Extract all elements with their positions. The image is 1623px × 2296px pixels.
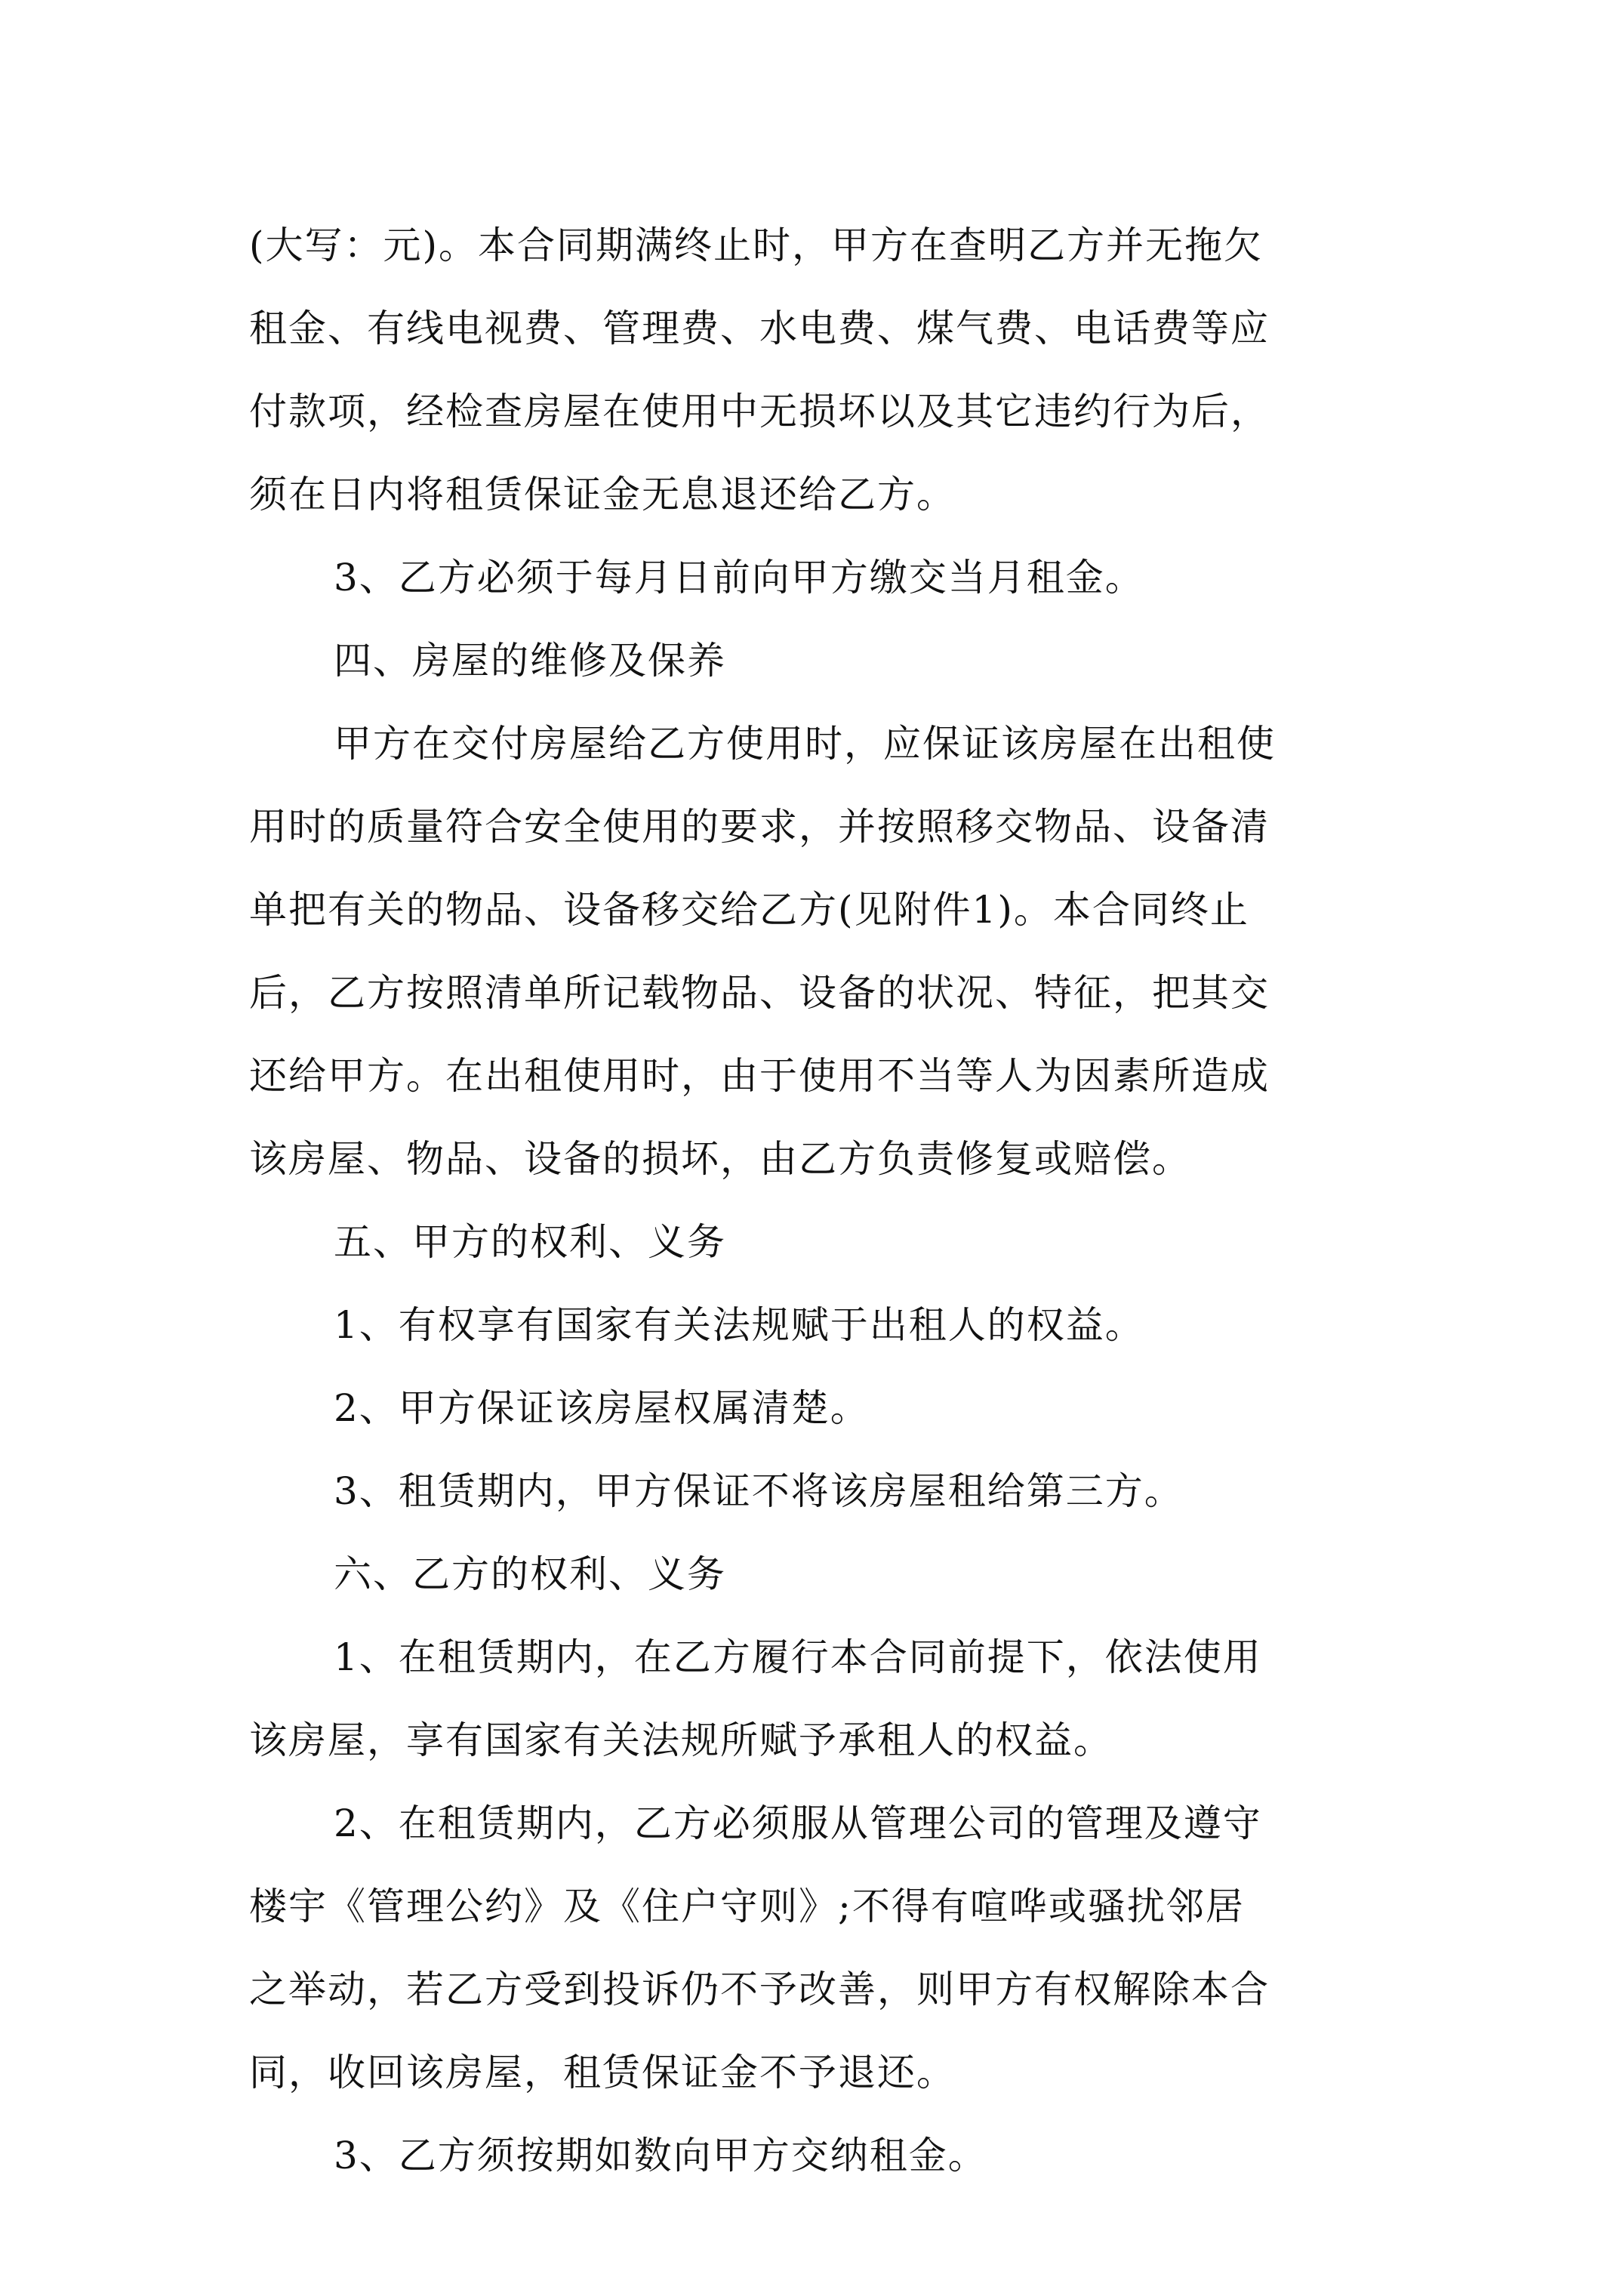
document-body [249,204,1397,2197]
paragraph-lessor-right-3 [249,1450,1397,1533]
text-line: 2、在租赁期内，乙方必须服从管理公司的管理及遵守 [334,1801,1262,1845]
paragraph-maintenance [249,702,1397,1200]
text-line: 用时的质量符合安全使用的要求，并按照移交物品、设备清 [249,805,1270,849]
text-line: 须在日内将租赁保证金无息退还给乙方。 [249,473,956,516]
text-line: 之举动，若乙方受到投诉仍不予改善，则甲方有权解除本合 [249,1968,1270,2011]
text-line: 五、甲方的权利、义务 [334,1220,726,1264]
paragraph-lessee-right-1 [249,1616,1397,1782]
text-line: 1、在租赁期内，在乙方履行本合同前提下，依法使用 [334,1635,1262,1679]
text-line: 3、乙方须按期如数向甲方交纳租金。 [334,2134,987,2177]
text-line: 3、乙方必须于每月日前向甲方缴交当月租金。 [334,556,1144,599]
text-line: 2、甲方保证该房屋权属清楚。 [334,1386,870,1430]
text-line: 该房屋，享有国家有关法规所赋予承租人的权益。 [249,1718,1113,1762]
text-line: 六、乙方的权利、义务 [334,1552,726,1596]
paragraph-lessee-right-2 [249,1782,1397,2114]
text-line: 单把有关的物品、设备移交给乙方(见附件1)。本合同终止 [249,888,1249,932]
section-heading-lessee-rights [249,1533,1397,1616]
text-line: 还给甲方。在出租使用时，由于使用不当等人为因素所造成 [249,1054,1270,1098]
text-line: 四、房屋的维修及保养 [334,639,726,683]
text-line: 同，收回该房屋，租赁保证金不予退还。 [249,2051,956,2094]
section-heading-lessor-rights [249,1200,1397,1284]
text-line: 甲方在交付房屋给乙方使用时，应保证该房屋在出租使 [334,722,1276,766]
paragraph-lessee-right-3 [249,2114,1397,2197]
section-heading-maintenance [249,619,1397,702]
text-line: (大写：元)。本合同期满终止时，甲方在查明乙方并无拖欠 [249,223,1264,267]
text-line: 后，乙方按照清单所记载物品、设备的状况、特征，把其交 [249,971,1270,1015]
paragraph-rent-due [249,536,1397,619]
text-line: 楼宇《管理公约》及《住户守则》;不得有喧哗或骚扰邻居 [249,1885,1245,1928]
text-line: 租金、有线电视费、管理费、水电费、煤气费、电话费等应 [249,307,1270,350]
text-line: 1、有权享有国家有关法规赋于出租人的权益。 [334,1303,1144,1347]
text-line: 3、租赁期内，甲方保证不将该房屋租给第三方。 [334,1469,1184,1513]
text-line: 付款项，经检查房屋在使用中无损坏以及其它违约行为后， [249,390,1270,433]
paragraph-lessor-right-1 [249,1284,1397,1367]
text-line: 该房屋、物品、设备的损坏，由乙方负责修复或赔偿。 [249,1137,1191,1181]
paragraph-lessor-right-2 [249,1367,1397,1450]
paragraph-deposit-refund [249,204,1397,536]
